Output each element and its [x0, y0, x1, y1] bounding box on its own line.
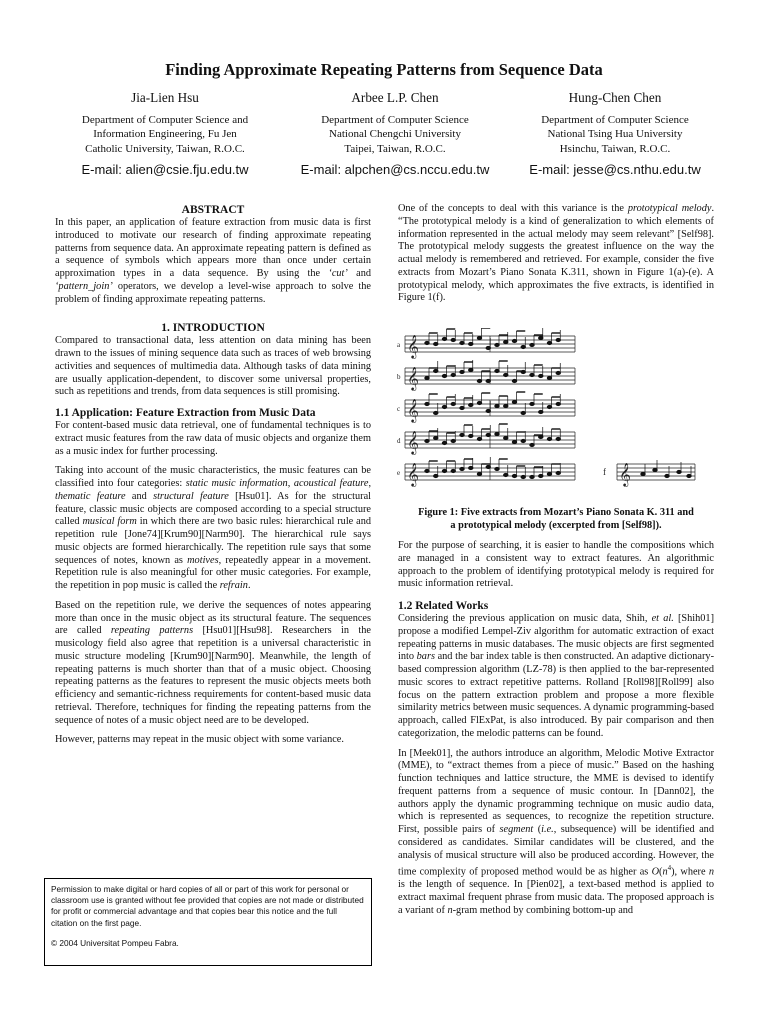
note-head [477, 472, 481, 475]
note-head [486, 433, 490, 436]
note-head [477, 336, 481, 339]
author-affiliation: National Chengchi University [329, 128, 461, 141]
treble-clef-icon: 𝄞 [407, 368, 419, 390]
note-head [460, 467, 464, 470]
author-affiliation: Taipei, Taiwan, R.O.C. [344, 142, 446, 155]
note-head [556, 371, 560, 374]
note-head [434, 411, 438, 414]
note-head [504, 436, 508, 439]
section-1-1-paragraph: For content-based music data retrieval, one of fundamental techniques is to extract music features from the raw data of music objects and organize them as a music index for further processing. [55, 420, 371, 457]
figure-label: f [603, 467, 606, 477]
author-affiliation: Department of Computer Science and [81, 114, 249, 126]
note-head [512, 440, 516, 443]
related-works-paragraph: In [Meek01], the authors introduce an algorithm, Melodic Motive Extractor (MME), to “extract themes from a piece of music.” Based on the hashing function techniques and lattice structure, the MME is devised to identify frequent patterns from a sequence of music contour. In [Dann02], the authors apply the dynamic programming technique on music audio data, which is represented as sequences, to recognize the repetition structure. First, possible pairs of segment (i.e., subsequence) will be identified and considered as candidates. Similar candidates will be clustered, and the analysis of musical structure will also be produced according. However, the time complexity of proposed method would be as higher as $O(n^4)$, where n is the length of sequence. In [Pien02], a text-based method is applied to extract maximal frequent phrase from music data. The proposed approach is a variant of n-gram method by combining bottom-up and [398, 747, 714, 916]
note-head [530, 443, 534, 446]
note-head [530, 475, 534, 478]
permission-notice [44, 878, 372, 966]
note-head [477, 437, 481, 440]
note-head [460, 341, 464, 344]
note-head [539, 410, 543, 413]
treble-clef-icon: 𝄞 [407, 432, 419, 454]
section-1-1-paragraph: Taking into account of the music characteristics, the music features can be classified into four categories: static music information, acoustical feature, thematic feature and structural feature [Hsu01]. As for the structural feature, classic music objects are composed according to a special structure called musical form in which there are two basic rules: hierarchical rule and repetition rule [Jone74][Krum90][Narm90]. The hierarchical rule says music objects are formed hierarchically. The repetition rule says that some sequences of notes, known as motives, repeatedly appear in a movement. Repetition rule is also meaningful for other music categories. For example, the repetition in pop music is called the refrain. [55, 465, 372, 591]
note-head [477, 379, 481, 382]
note-head [512, 339, 516, 342]
note-head [539, 435, 543, 438]
figure-label: b [397, 373, 401, 381]
note-head [486, 379, 490, 382]
author-3 [490, 90, 740, 178]
related-works-paragraph: Considering the previous application on music data, Shih, et al. [Shih01] propose a modified Lempel-Ziv algorithm for automatic extraction of exact repeating patterns in music databases. The music objects are first segmented into bars and the bar index table is then constructed. An adaptive dictionary-based compression algorithm (LZ-78) is then applied to the bar-represented music scores to extract repetitive patterns. Rolland [Roll98][Roll99] also focus on the pattern extraction problem and propose a more flexible similarity metrics between music sequences. A dynamic programming-based approach, called FlExPat, is also introduced. By pair comparison and then categorization, the melodic patterns can be found. [398, 613, 715, 739]
note-head [521, 345, 525, 348]
author-email: E-mail: jesse@cs.nthu.edu.tw [529, 162, 701, 178]
note-head [442, 469, 446, 472]
figure-label: e [397, 469, 401, 477]
note-head [512, 474, 516, 477]
note-head [469, 434, 473, 437]
note-head [486, 465, 490, 468]
author-affiliation: Department of Computer Science [321, 114, 469, 126]
note-head [451, 338, 455, 341]
note-head [504, 373, 508, 376]
note-head [521, 370, 525, 373]
abstract-heading: ABSTRACT [181, 204, 245, 216]
note-head [665, 474, 669, 477]
author-email: E-mail: alien@csie.fju.edu.tw [81, 162, 249, 178]
note-head [486, 346, 490, 349]
note-head [460, 370, 464, 373]
note-head [495, 343, 499, 346]
note-head [442, 374, 446, 377]
note-head [641, 472, 645, 475]
note-head [495, 404, 499, 407]
author-name: Arbee L.P. Chen [351, 90, 439, 105]
note-head [442, 405, 446, 408]
section-1-2-heading: 1.2 Related Works [398, 600, 489, 612]
author-name: Hung-Chen Chen [568, 90, 662, 105]
figure-label: a [397, 341, 401, 349]
author-affiliation: Information Engineering, Fu Jen [93, 128, 237, 141]
figure-label: d [397, 437, 401, 445]
note-head [434, 369, 438, 372]
treble-clef-icon: 𝄞 [407, 400, 419, 422]
note-head [547, 376, 551, 379]
note-head [687, 474, 691, 477]
note-head [460, 433, 464, 436]
note-head [556, 437, 560, 440]
author-email: E-mail: alpchen@cs.nccu.edu.tw [300, 162, 490, 178]
note-head [530, 402, 534, 405]
left-column [55, 203, 371, 747]
note-head [547, 437, 551, 440]
note-head [425, 469, 429, 472]
treble-clef-icon: 𝄞 [407, 336, 419, 358]
author-2 [270, 90, 520, 178]
note-head [556, 338, 560, 341]
note-head [653, 468, 657, 471]
note-head [521, 411, 525, 414]
note-head [547, 341, 551, 344]
introduction-heading: 1. INTRODUCTION [161, 322, 265, 335]
note-head [469, 466, 473, 469]
note-head [556, 471, 560, 474]
note-head [547, 405, 551, 408]
note-head [521, 475, 525, 478]
note-head [469, 403, 473, 406]
right-paragraph: For the purpose of searching, it is easier to handle the compositions which are managed in a consistent way to extract features. An algorithmic approach to the problem of identifying prototypical melody is required for music information retrieval. [398, 540, 714, 590]
note-head [442, 441, 446, 444]
note-head [504, 404, 508, 407]
note-head [539, 474, 543, 477]
note-head [425, 341, 429, 344]
author-name: Jia-Lien Hsu [131, 90, 199, 105]
note-head [530, 373, 534, 376]
note-head [556, 402, 560, 405]
note-head [477, 401, 481, 404]
author-affiliation: Hsinchu, Taiwan, R.O.C. [559, 142, 671, 155]
treble-clef-icon: 𝄞 [619, 464, 631, 486]
intro-paragraph: Compared to transactional data, less attention on data mining has been drawn to the issues of mining sequence data such as traces of web browsing activities and sequences of multimedia data. Although tasks of data mining are usually application-dependent, to discover some universal properties, such as repetitions and trends, from data sequences is still promising. [55, 335, 371, 398]
note-head [460, 406, 464, 409]
note-head [547, 472, 551, 475]
section-1-1-paragraph: Based on the repetition rule, we derive the sequences of notes appearing more than once in the music object as its structural feature. The sequences are called repeating patterns [Hsu01][Hsu98]. Researchers in the musicology field also agree that repetition is a universal characteristic in music structure modeling [Krum90][Narm90]. Meanwhile, the length of repeating patterns is much shorter than that of a music object. Choosing repeating patterns as the features to represent the music objects meets both efficiency and semantic-richness requirements for content-based music data retrieval. Therefore, techniques for finding the repeating patterns from the sequence of notes of a music object need are to be developed. [55, 599, 371, 726]
note-head [495, 432, 499, 435]
permission-text: Permission to make digital or hard copies of all or part of this work for personal or classroom use is granted without fee provided that copies are not made or distributed for profit or commercial advantage and that copies bear this notice and the full citation on the first page. [51, 884, 364, 928]
abstract-text: In this paper, an application of feature extraction from music data is first introduced to motivate our research of finding approximate repeating patterns from sequence data. An approximate repeating pattern is defined as a sequence of symbols which appears more than once under certain approximation types in a data sequence. By using the ‘cut’ and ‘pattern_join’ operators, we develop a level-wise approach to solve the problem of finding approximate repeating patterns. [55, 217, 371, 305]
paper-title: Finding Approximate Repeating Patterns from Sequence Data [165, 60, 603, 79]
note-head [521, 439, 525, 442]
note-head [677, 470, 681, 473]
note-head [425, 439, 429, 442]
note-head [504, 340, 508, 343]
note-head [451, 439, 455, 442]
note-head [469, 368, 473, 371]
note-head [434, 342, 438, 345]
note-head [434, 436, 438, 439]
note-head [486, 409, 490, 412]
section-1-1-heading: 1.1 Application: Feature Extraction from Music Data [55, 407, 316, 419]
note-head [442, 337, 446, 340]
treble-clef-icon: 𝄞 [407, 464, 419, 486]
score-image [395, 328, 715, 496]
note-head [451, 402, 455, 405]
note-head [434, 474, 438, 477]
note-head [539, 374, 543, 377]
author-affiliation: Department of Computer Science [541, 114, 689, 126]
figure-label: c [397, 405, 401, 413]
note-head [512, 400, 516, 403]
right-column-bottom [398, 506, 714, 918]
section-1-1-paragraph: However, patterns may repeat in the music object with some variance. [55, 734, 344, 746]
note-head [539, 336, 543, 339]
author-affiliation: National Tsing Hua University [547, 128, 683, 141]
note-head [530, 343, 534, 346]
author-affiliation: Catholic University, Taiwan, R.O.C. [85, 142, 245, 155]
note-head [469, 342, 473, 345]
note-head [495, 369, 499, 372]
author-1 [40, 90, 290, 178]
note-head [495, 467, 499, 470]
note-head [504, 473, 508, 476]
figure-caption: a prototypical melody (excerpted from [Self98]). [450, 520, 662, 531]
music-score-figure [395, 328, 715, 496]
copyright-text: © 2004 Universitat Pompeu Fabra. [51, 937, 179, 948]
figure-caption: Figure 1: Five extracts from Mozart’s Piano Sonata K. 311 and [418, 507, 694, 518]
note-head [451, 373, 455, 376]
note-head [425, 402, 429, 405]
note-head [425, 376, 429, 379]
note-head [512, 379, 516, 382]
right-column-top [398, 203, 714, 305]
right-paragraph: One of the concepts to deal with this variance is the prototypical melody. “The prototypical melody is a kind of generalization to which elements of information represented in the actual melody may seem relevant” [Self98]. The prototypical melody suggests the greatest influence on the way the actual melody is remembered and retrieved. For example, consider the five extracts from Mozart’s Piano Sonata K.311, shown in Figure 1(a)-(e). A prototypical melody, which approximates the five extracts, is identified in Figure 1(f). [398, 203, 715, 304]
note-head [451, 469, 455, 472]
